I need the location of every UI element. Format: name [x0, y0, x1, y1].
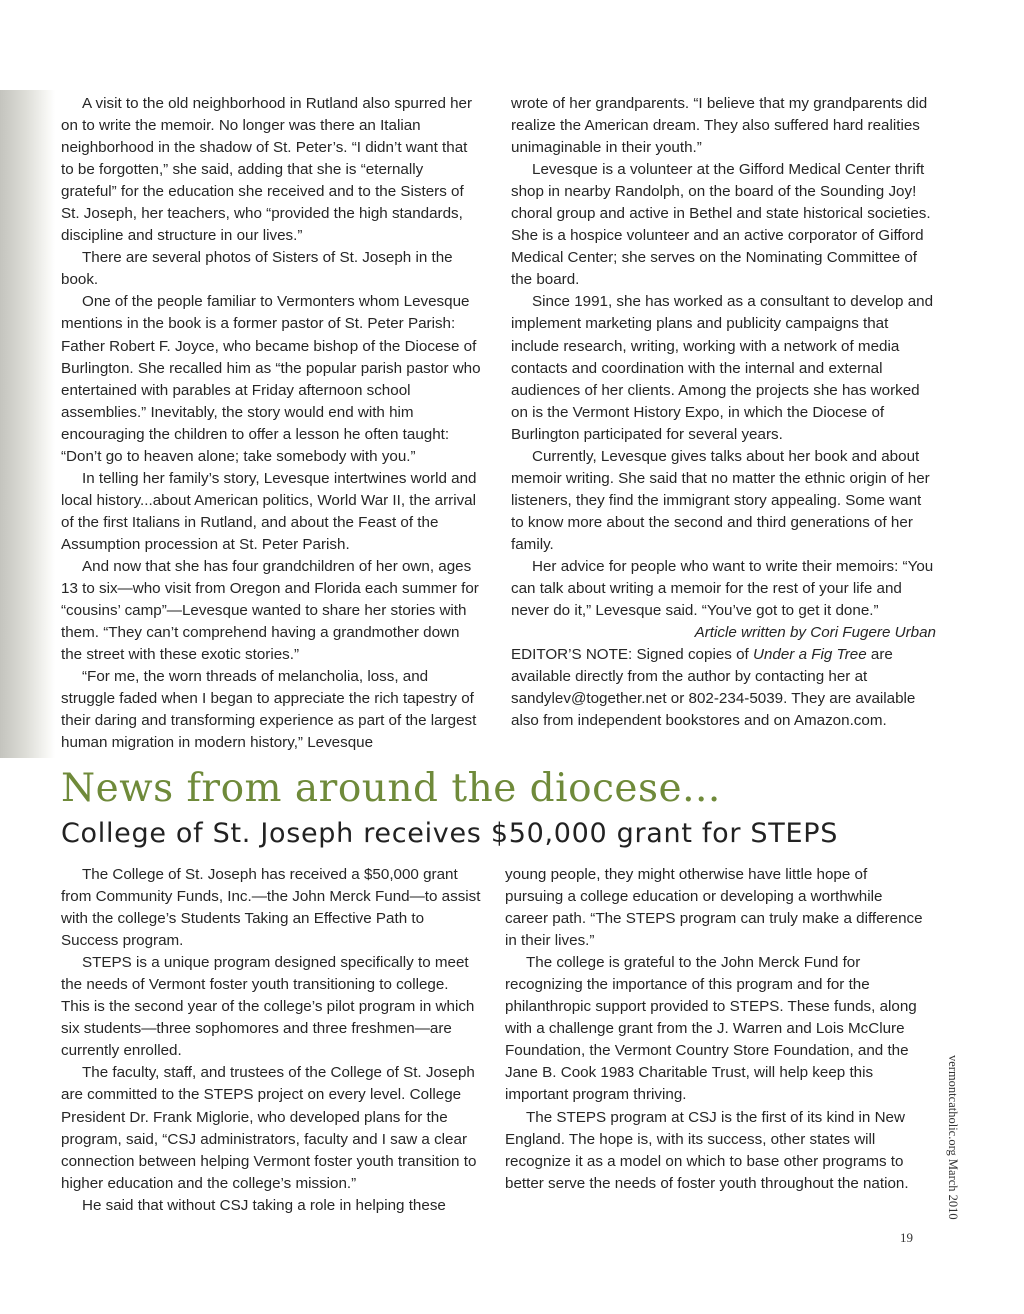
article-paragraph: One of the people familiar to Vermonters whom Levesque mentions in the book is a former pastor of St. Peter Parish: Father Robert F. Joyce, who became bishop of the Diocese of Burlington. She recalled him as “the popular parish pastor who entertained with parables at Friday afternoon school assemblies.” Inevitably, the story would end with him encouraging the children to offer a lesson he often taught: “Don’t go to heaven alone; take somebody with you.” — [61, 293, 481, 465]
news-paragraph: He said that without CSJ taking a role in helping these — [82, 1196, 446, 1214]
article-paragraph: wrote of her grandparents. “I believe that my grandparents did realize the American dream. They also suffered hard realities unimaginable in their youth.” — [511, 95, 928, 157]
news-subheadline: College of St. Joseph receives $50,000 grant for STEPS — [61, 818, 839, 849]
editors-note-prefix: EDITOR’S NOTE: Signed copies of — [511, 646, 753, 664]
article-paragraph: There are several photos of Sisters of St. Joseph in the book. — [61, 249, 453, 289]
editors-note-suffix: are available directly from the author by contacting her at sandylev@together.net or 802-234-5039. They are available also from independent bookstores and on Amazon.com. — [511, 646, 916, 730]
news-paragraph: young people, they might otherwise have little hope of pursuing a college education or developing a worthwhile career path. “The STEPS program can truly make a difference in their lives.” — [505, 866, 923, 950]
article-paragraph: And now that she has four grandchildren of her own, ages 13 to six—who visit from Oregon and Florida each summer for “cousins’ camp”—Levesque wanted to share her stories with them. “They can’t comprehend having a grandmother down the street with these exotic stories.” — [61, 557, 479, 664]
article-column-left — [61, 93, 481, 754]
article-paragraph: Currently, Levesque gives talks about her book and about memoir writing. She said that no matter the ethnic origin of her listeners, they find the immigrant story appealing. Some want to know more about the second and third generations of her family. — [511, 447, 930, 553]
article-column-right — [511, 93, 936, 732]
article-paragraph: “For me, the worn threads of melancholia, loss, and struggle faded when I began to appreciate the rich tapestry of their daring and transforming experience as part of the largest human migration in modern history,” Levesque — [61, 668, 477, 752]
news-paragraph: The college is grateful to the John Merck Fund for recognizing the importance of this program and for the philanthropic support provided to STEPS. These funds, along with a challenge grant from the J. Warren and Lois McClure Foundation, the Vermont Country Store Foundation, and the Jane B. Cook 1983 Charitable Trust, will help keep this important program thriving. — [505, 954, 917, 1104]
book-title: Under a Fig Tree — [752, 646, 867, 664]
article-paragraph: In telling her family’s story, Levesque intertwines world and local history...about American politics, World War II, the arrival of the first Italians in Rutland, and about the Feast of the Assumption procession at St. Peter Parish. — [61, 469, 477, 553]
news-paragraph: The faculty, staff, and trustees of the College of St. Joseph are committed to the STEPS project on every level. College President Dr. Frank Miglorie, who developed plans for the program, said, “CSJ administrators, faculty and I saw a clear connection between helping Vermont foster youth transition to higher education and the college’s mission.” — [61, 1064, 477, 1192]
news-paragraph: STEPS is a unique program designed specifically to meet the needs of Vermont foster youth transitioning to college. This is the second year of the college’s pilot program in which six students—three sophomores and three freshmen—are currently enrolled. — [61, 954, 475, 1060]
article-paragraph: Levesque is a volunteer at the Gifford Medical Center thrift shop in nearby Randolph, on the board of the Sounding Joy! choral group and active in Bethel and state historical societies. She is a hospice volunteer and an active corporator of Gifford Medical Center; she serves on the Nominating Committee of the board. — [511, 161, 931, 289]
news-column-right — [505, 864, 925, 1195]
news-paragraph: The College of St. Joseph has received a $50,000 grant from Community Funds, Inc.—the John Merck Fund—to assist with the college’s Students Taking an Effective Path to Success program. — [61, 866, 481, 950]
page-footer-site-date: vermontcatholic.org March 2010 — [946, 1055, 960, 1220]
page-number: 19 — [900, 1230, 913, 1245]
section-headline: News from around the diocese... — [61, 766, 721, 811]
margin-shade — [0, 90, 55, 758]
news-paragraph: The STEPS program at CSJ is the first of its kind in New England. The hope is, with its success, other states will recognize it as a model on which to base other programs to better serve the needs of foster youth throughout the nation. — [505, 1108, 909, 1192]
article-paragraph: Since 1991, she has worked as a consultant to develop and implement marketing plans and publicity campaigns that include research, writing, working with a network of media contacts and coordination with the internal and external audiences of her clients. Among the projects she has worked on is the Vermont History Expo, in which the Diocese of Burlington participated for several years. — [511, 293, 934, 443]
news-column-left — [61, 864, 481, 1217]
article-byline: Article written by Cori Fugere Urban — [694, 624, 936, 642]
article-paragraph: Her advice for people who want to write their memoirs: “You can talk about writing a memoir for the rest of your life and never do it,” Levesque said. “You’ve got to get it done.” — [511, 557, 934, 620]
editors-note — [511, 644, 936, 732]
article-paragraph: A visit to the old neighborhood in Rutland also spurred her on to write the memoir. No longer was there an Italian neighborhood in the shadow of St. Peter’s. “I didn’t want that to be forgotten,” she said, adding that she is “eternally grateful” for the education she received and to the Sisters of St. Joseph, her teachers, who “provided the high standards, discipline and structure in our lives.” — [61, 95, 473, 245]
